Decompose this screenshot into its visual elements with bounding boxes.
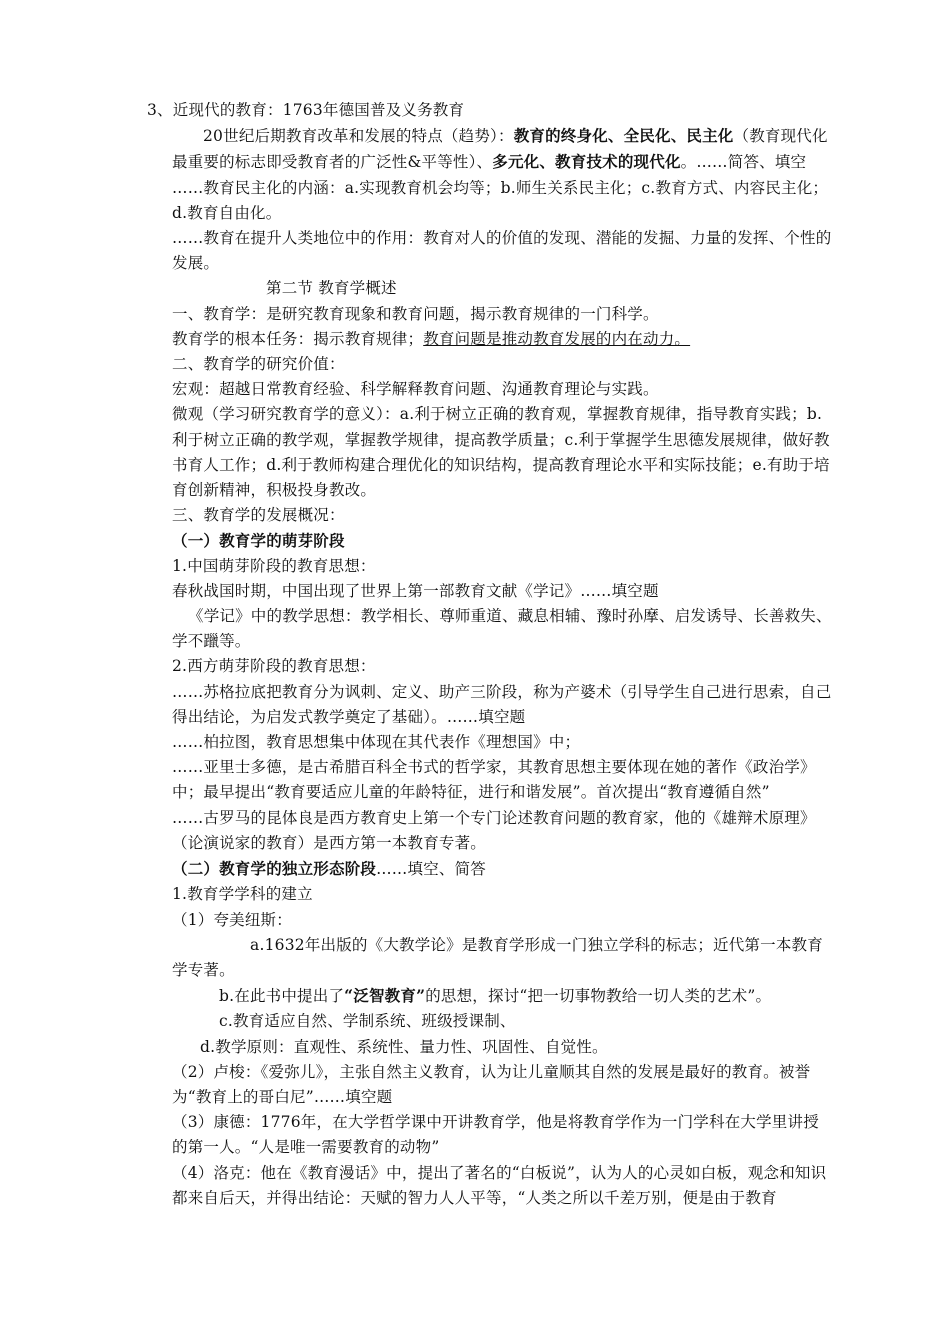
- heading-sprout-stage: （一）教育学的萌芽阶段: [172, 531, 345, 551]
- heading-independent-stage: （二）教育学的独立形态阶段……填空、简答: [172, 859, 487, 879]
- paragraph-kant: （3）康德：1776年，在大学哲学课中开讲教育学，他是将教育学作为一门学科在大学里讲授的第一人。“人是唯一需要教育的动物”: [172, 1113, 819, 1157]
- paragraph-socrates: ……苏格拉底把教育分为讽刺、定义、助产三阶段，称为产婆术（引导学生自己进行思索，自己得出结论，为启发式教学奠定了基础）。……填空题: [172, 682, 832, 726]
- heading-development: 三、教育学的发展概况：: [172, 506, 345, 525]
- paragraph-comenius-d: d.教学原则：直观性、系统性、量力性、巩固性、自觉性。: [200, 1037, 608, 1056]
- paragraph-xueji: 春秋战国时期，中国出现了世界上第一部教育文献《学记》……填空题: [172, 581, 659, 600]
- heading-west-sprout: 2.西方萌芽阶段的教育思想：: [172, 657, 376, 676]
- heading-comenius: （1）夸美纽斯：: [172, 910, 292, 929]
- paragraph-plato: ……柏拉图，教育思想集中体现在其代表作《理想国》中；: [172, 733, 581, 752]
- paragraph-comenius-a: a.1632年出版的《大教学论》是教育学形成一门独立学科的标志；近代第一本教育学专著。: [172, 935, 823, 979]
- paragraph-pedagogy-definition: 一、教育学：是研究教育现象和教育问题，揭示教育规律的一门科学。: [172, 304, 659, 323]
- paragraph-macro: 宏观：超越日常教育经验、科学解释教育问题、沟通教育理论与实践。: [172, 380, 659, 399]
- paragraph-micro: 微观（学习研究教育学的意义）：a.利于树立正确的教育观，掌握教育规律，指导教育实践；b.利于树立正确的教学观，掌握教学规律，提高教学质量；c.利于掌握学生思德发展规律，做好教书育人工作；d.利于教师构建合理优化的知识结构，提高教育理论水平和实际技能；e.有助于培育创新精神，积极投身教改。: [172, 405, 830, 500]
- paragraph-xueji-thought: 《学记》中的教学思想：教学相长、尊师重道、藏息相辅、豫时孙摩、启发诱导、长善救失、学不躐等。: [172, 607, 832, 651]
- paragraph-trends: 20世纪后期教育改革和发展的特点（趋势）：教育的终身化、全民化、民主化（教育现代化最重要的标志即受教育者的广泛性&平等性）、多元化、教育技术的现代化。……简答、填空: [172, 126, 828, 172]
- heading-research-value: 二、教育学的研究价值：: [172, 355, 345, 374]
- paragraph-comenius-c: c.教育适应自然、学制系统、班级授课制、: [219, 1012, 516, 1031]
- paragraph-locke: （4）洛克：他在《教育漫话》中，提出了著名的“白板说”，认为人的心灵如白板，观念和知识都来自后天，并得出结论：天赋的智力人人平等，“人类之所以千差万别，便是由于教育: [172, 1163, 827, 1207]
- paragraph-aristotle: ……亚里士多德，是古希腊百科全书式的哲学家，其教育思想主要体现在她的著作《政治学》中；最早提出“教育要适应儿童的年龄特征，进行和谐发展”。首次提出“教育遵循自然”: [172, 758, 816, 802]
- paragraph-comenius-b: b.在此书中提出了“泛智教育”的思想，探讨“把一切事物教给一切人类的艺术”。: [219, 986, 772, 1006]
- line-modern-education: 3、近现代的教育：1763年德国普及义务教育: [147, 101, 465, 119]
- heading-discipline-establishment: 1.教育学学科的建立: [172, 885, 313, 904]
- section-title: 第二节 教育学概述: [266, 279, 397, 298]
- paragraph-democratization: ……教育民主化的内涵：a.实现教育机会均等；b.师生关系民主化；c.教育方式、内容民主化；d.教育自由化。: [172, 178, 829, 222]
- document-body: [147, 98, 832, 1211]
- paragraph-rousseau: （2）卢梭：《爱弥儿》，主张自然主义教育，认为让儿童顺其自然的发展是最好的教育。被誉为“教育上的哥白尼”……填空题: [172, 1062, 811, 1106]
- paragraph-quintilian: ……古罗马的昆体良是西方教育史上第一个专门论述教育问题的教育家，他的《雄辩术原理》（论演说家的教育）是西方第一本教育专著。: [172, 808, 816, 852]
- paragraph-role-of-education: ……教育在提升人类地位中的作用：教育对人的价值的发现、潜能的发掘、力量的发挥、个性的发展。: [172, 229, 832, 273]
- paragraph-fundamental-task: 教育学的根本任务：揭示教育规律；教育问题是推动教育发展的内在动力。: [172, 329, 691, 348]
- heading-china-sprout: 1.中国萌芽阶段的教育思想：: [172, 556, 376, 575]
